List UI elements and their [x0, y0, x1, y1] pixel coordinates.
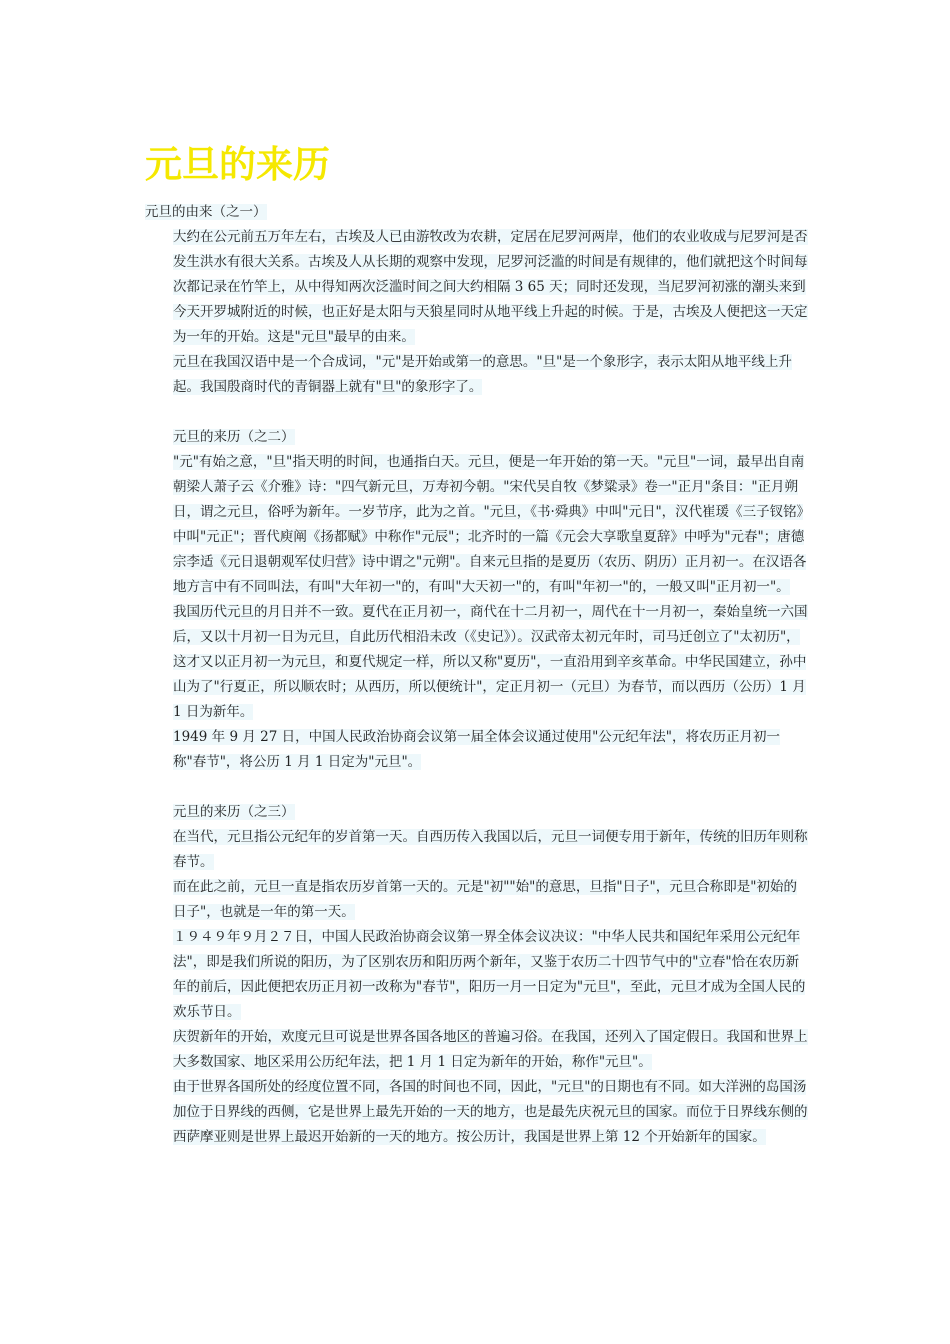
paragraph-text: 1949 年 9 月 27 日，中国人民政治协商会议第一届全体会议通过使用"公元纪年法"，将农历正月初一称"春节"，将公历 1 月 1 日定为"元旦"。: [173, 729, 780, 770]
paragraph: [145, 350, 808, 400]
paragraph: [145, 1025, 808, 1075]
section-heading: [145, 200, 808, 225]
section-heading-text: 元旦的来历（之三）: [173, 804, 295, 820]
paragraph-text: "元"有始之意，"旦"指天明的时间，也通指白天。元旦，便是一年开始的第一天。"元旦"一词，最早出自南朝梁人萧子云《介雅》诗："四气新元旦，万寿初今朝。"宋代吴自牧《梦粱录》卷一"正月"条目："正月朔日，谓之元旦，俗呼为新年。一岁节序，此为之首。"元旦，《书·舜典》中叫"元日"，汉代崔瑗《三子钗铭》中叫"元正"；晋代庾阐《扬都赋》中称作"元辰"；北齐时的一篇《元会大享歌皇夏辞》中呼为"元春"；唐德宗李适《元日退朝观军仗归营》诗中谓之"元朔"。自来元旦指的是夏历（农历、阴历）正月初一。在汉语各地方言中有不同叫法，有叫"大年初一"的，有叫"大天初一"的，有叫"年初一"的，一般又叫"正月初一"。: [173, 454, 807, 595]
paragraph-text: 我国历代元旦的月日并不一致。夏代在正月初一，商代在十二月初一，周代在十一月初一，秦始皇统一六国后，又以十月初一日为元旦，自此历代相沿未改（《史记》）。汉武帝太初元年时，司马迁创立了"太初历"，这才又以正月初一为元旦，和夏代规定一样，所以又称"夏历"，一直沿用到辛亥革命。中华民国建立，孙中山为了"行夏正，所以顺农时；从西历，所以便统计"，定正月初一（元旦）为春节，而以西历（公历）1 月 1 日为新年。: [173, 604, 808, 720]
paragraph: [145, 450, 808, 600]
paragraph-text: 庆贺新年的开始，欢度元旦可说是世界各国各地区的普遍习俗。在我国，还列入了国定假日。我国和世界上大多数国家、地区采用公历纪年法，把 1 月 1 日定为新年的开始，称作"元旦"。: [173, 1029, 808, 1070]
section-heading-text: 元旦的来历（之二）: [173, 429, 295, 445]
paragraph: [145, 875, 808, 925]
paragraph-text: 元旦在我国汉语中是一个合成词，"元"是开始或第一的意思。"旦"是一个象形字，表示太阳从地平线上升起。我国殷商时代的青铜器上就有"旦"的象形字了。: [173, 354, 792, 395]
paragraph: [145, 825, 808, 875]
paragraph-text: 在当代，元旦指公元纪年的岁首第一天。自西历传入我国以后，元旦一词便专用于新年，传统的旧历年则称春节。: [173, 829, 808, 870]
section-spacer: [145, 400, 808, 425]
section-spacer: [145, 775, 808, 800]
paragraph: [145, 225, 808, 350]
paragraph-text: 大约在公元前五万年左右，古埃及人已由游牧改为农耕，定居在尼罗河两岸，他们的农业收成与尼罗河是否发生洪水有很大关系。古埃及人从长期的观察中发现，尼罗河泛滥的时间是有规律的，他们就把这个时间每次都记录在竹竿上，从中得知两次泛滥时间之间大约相隔 3 65 天；同时还发现，当尼罗河初涨的潮头来到今天开罗城附近的时候，也正好是太阳与天狼星同时从地平线上升起的时候。于是，古埃及人便把这一天定为一年的开始。这是"元旦"最早的由来。: [173, 229, 808, 345]
document-body: [145, 200, 808, 1150]
section-heading: [145, 800, 808, 825]
paragraph: [145, 725, 808, 775]
paragraph-text: 而在此之前，元旦一直是指农历岁首第一天的。元是"初""始"的意思，旦指"日子"，元旦合称即是"初始的日子"，也就是一年的第一天。: [173, 879, 797, 920]
section-heading-text: 元旦的由来（之一）: [145, 204, 267, 220]
section-heading: [145, 425, 808, 450]
page-title: 元旦的来历: [145, 143, 330, 186]
paragraph: [145, 600, 808, 725]
paragraph: [145, 1075, 808, 1150]
paragraph-text: １９４９年９月２７日，中国人民政治协商会议第一界全体会议决议："中华人民共和国纪年采用公元纪年法"，即是我们所说的阳历，为了区别农历和阳历两个新年，又鉴于农历二十四节气中的"立春"恰在农历新年的前后，因此便把农历正月初一改称为"春节"，阳历一月一日定为"元旦"，至此，元旦才成为全国人民的欢乐节日。: [173, 929, 806, 1020]
paragraph: [145, 925, 808, 1025]
paragraph-text: 由于世界各国所处的经度位置不同，各国的时间也不同，因此，"元旦"的日期也有不同。如大洋洲的岛国汤加位于日界线的西侧，它是世界上最先开始的一天的地方，也是最先庆祝元旦的国家。而位于日界线东侧的西萨摩亚则是世界上最迟开始新的一天的地方。按公历计，我国是世界上第 12 个开始新年的国家。: [173, 1079, 808, 1145]
